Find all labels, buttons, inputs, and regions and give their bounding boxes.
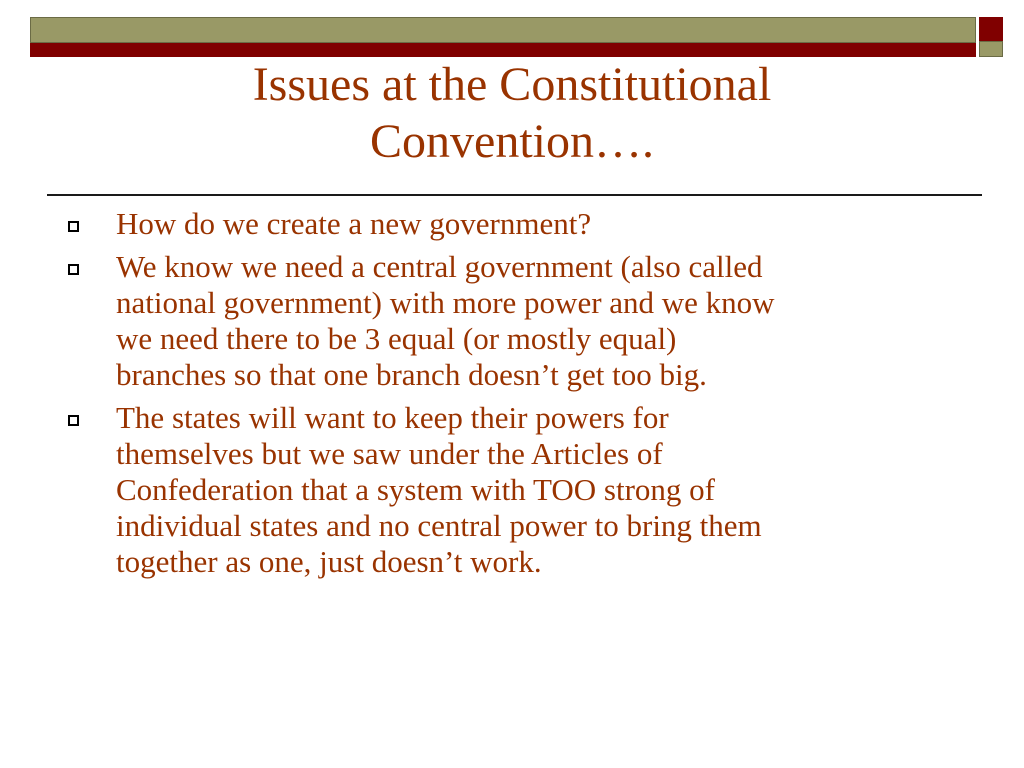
slide-title-line-1: Issues at the Constitutional [252, 58, 772, 111]
bullet-2-line-3: we need there to be 3 equal (or mostly equal) [116, 321, 677, 356]
bullet-3-line-2: themselves but we saw under the Articles of [116, 436, 663, 471]
hollow-square-bullet-icon [68, 415, 79, 426]
corner-olive-square [979, 41, 1003, 57]
header-olive-band [30, 17, 976, 43]
header-decoration-bar [30, 17, 976, 57]
title-divider [47, 194, 982, 196]
bullet-3-line-1: The states will want to keep their powers for [116, 400, 669, 435]
hollow-square-bullet-icon [68, 264, 79, 275]
bullet-2-line-4: branches so that one branch doesn’t get too big. [116, 357, 707, 392]
bullet-item-2 [68, 249, 968, 393]
header-maroon-band [30, 43, 976, 57]
bullet-item-3 [68, 400, 968, 580]
corner-maroon-square [979, 17, 1003, 41]
slide-title [120, 56, 904, 170]
hollow-square-bullet-icon [68, 221, 79, 232]
bullet-item-1 [68, 206, 968, 242]
bullet-3-line-3: Confederation that a system with TOO strong of [116, 472, 715, 507]
bullet-3-line-4: individual states and no central power to bring them [116, 508, 762, 543]
bullet-3-line-5: together as one, just doesn’t work. [116, 544, 542, 579]
bullet-list [68, 206, 968, 587]
bullet-2-line-1: We know we need a central government (also called [116, 249, 763, 284]
bullet-2-line-2: national government) with more power and we know [116, 285, 775, 320]
bullet-1-line-1: How do we create a new government? [116, 206, 592, 241]
slide-title-line-2: Convention…. [370, 115, 654, 168]
